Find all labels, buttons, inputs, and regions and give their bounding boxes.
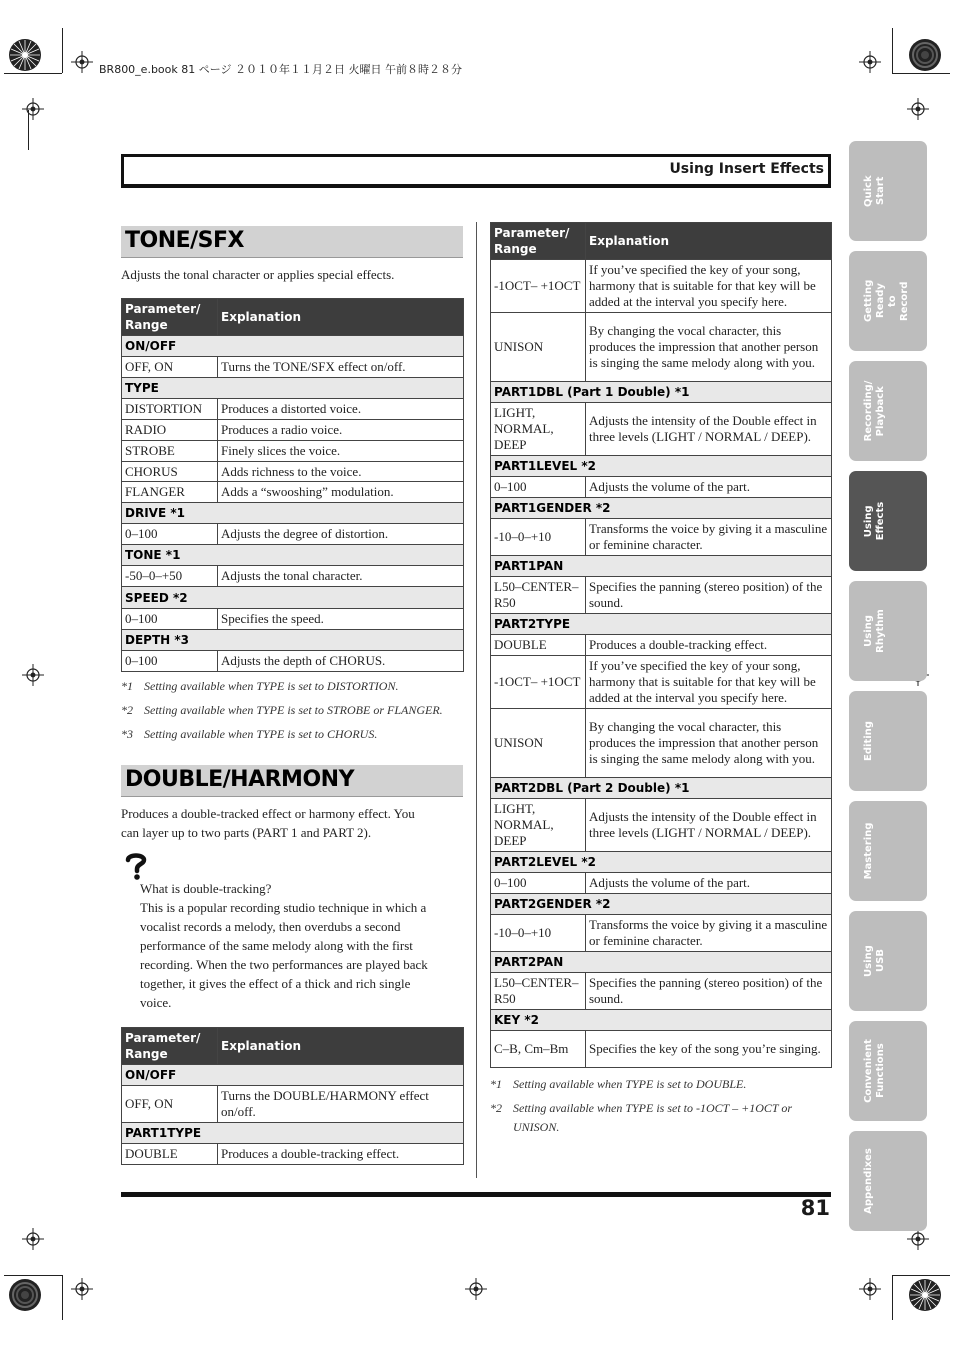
chapter-tab-label: Getting Ready to Record	[863, 279, 910, 323]
crosshair-icon	[465, 1278, 487, 1300]
footnote-text: Setting available when TYPE is set to DOUBLE.	[513, 1077, 747, 1091]
parameter-group-label: PART1PAN	[491, 556, 832, 577]
chapter-tab-label: Using Rhythm	[863, 609, 886, 653]
table-row	[491, 873, 832, 894]
explanation-cell: Turns the TONE/SFX effect on/off.	[218, 357, 464, 378]
parameter-group-row	[491, 952, 832, 973]
parameter-group-label: PART2TYPE	[491, 614, 832, 635]
crop-mark	[4, 1275, 62, 1276]
footnote-text: Setting available when TYPE is set to -1OCT – +1OCT or	[513, 1101, 793, 1115]
table-row	[122, 482, 464, 503]
registration-seal-icon	[8, 1278, 42, 1312]
chapter-tab[interactable]	[849, 1021, 927, 1121]
running-header	[121, 154, 831, 188]
explanation-cell: Produces a double-tracking effect.	[586, 635, 832, 656]
table-row	[491, 577, 832, 614]
parameter-group-label: DRIVE *1	[122, 503, 464, 524]
double-harmony-intro	[121, 804, 415, 842]
explanation-cell: Adds richness to the voice.	[218, 462, 464, 482]
explanation-cell: Adjusts the degree of distortion.	[218, 524, 464, 545]
footnote-text: Setting available when TYPE is set to DISTORTION.	[144, 679, 399, 693]
parameter-group-row	[491, 1010, 832, 1031]
explanation-cell: By changing the vocal character, this produces the impression that another person is singing the same melody along with you.	[586, 709, 832, 778]
tip-line: What is double-tracking?	[140, 881, 272, 896]
parameter-group-row	[122, 1123, 464, 1144]
table-row	[122, 420, 464, 441]
header-title: Using Insert Effects	[669, 161, 824, 177]
section-title: DOUBLE/HARMONY	[125, 767, 354, 792]
section-heading-double-harmony	[121, 765, 463, 797]
chapter-tab[interactable]	[849, 471, 927, 571]
chapter-tab[interactable]	[849, 691, 927, 791]
explanation-cell: Produces a double-tracking effect.	[218, 1144, 464, 1165]
tip-line: vocalist records a melody, then overdubs a second	[140, 919, 401, 934]
parameter-range-cell: UNISON	[491, 709, 586, 778]
footer-rule	[121, 1192, 831, 1197]
crop-mark	[4, 73, 62, 74]
explanation-cell: Transforms the voice by giving it a masculine or feminine character.	[586, 915, 832, 952]
crop-mark	[892, 73, 950, 74]
table-row	[122, 1086, 464, 1123]
parameter-group-label: PART2LEVEL *2	[491, 852, 832, 873]
parameter-range-cell: L50–CENTER–R50	[491, 973, 586, 1010]
footnote	[490, 1075, 746, 1094]
explanation-cell: By changing the vocal character, this produces the impression that another person is singing the same melody along with you.	[586, 313, 832, 382]
chapter-tab-label: Recording/ Playback	[863, 380, 886, 442]
parameter-group-label: PART1LEVEL *2	[491, 456, 832, 477]
crosshair-icon	[22, 664, 44, 686]
footnote-number: *1	[121, 679, 133, 693]
table-row	[491, 973, 832, 1010]
crosshair-icon	[71, 1278, 93, 1300]
tone-sfx-parameter-table	[121, 298, 464, 672]
tip-line: voice.	[140, 995, 172, 1010]
parameter-group-row	[122, 630, 464, 651]
table-row	[491, 656, 832, 709]
parameter-range-cell: -1OCT– +1OCT	[491, 260, 586, 313]
table-row	[122, 357, 464, 378]
chapter-tab-label: Quick Start	[863, 175, 886, 207]
parameter-group-row	[491, 382, 832, 403]
parameter-range-cell: LIGHT, NORMAL, DEEP	[491, 799, 586, 852]
table-row	[491, 1031, 832, 1068]
chapter-tab[interactable]	[849, 361, 927, 461]
parameter-range-cell: 0–100	[122, 651, 218, 672]
crosshair-icon	[859, 51, 881, 73]
parameter-group-row	[491, 894, 832, 915]
parameter-group-label: DEPTH *3	[122, 630, 464, 651]
explanation-cell: If you’ve specified the key of your song, harmony that is suitable for that key will be added at the interval you specify here.	[586, 656, 832, 709]
table-row	[491, 915, 832, 952]
chapter-tab[interactable]	[849, 911, 927, 1011]
explanation-cell: Adjusts the intensity of the Double effect in three levels (LIGHT / NORMAL / DEEP).	[586, 799, 832, 852]
tip-text	[140, 879, 428, 1012]
parameter-range-cell: CHORUS	[122, 462, 218, 482]
table-row	[491, 403, 832, 456]
table-row	[491, 799, 832, 852]
crosshair-icon	[22, 98, 44, 120]
print-info: BR800_e.book 81 ページ ２０１０年１１月２日 火曜日 午前８時２８分	[99, 63, 463, 76]
double-harmony-parameter-table	[121, 1027, 464, 1165]
parameter-group-label: PART1TYPE	[122, 1123, 464, 1144]
tip-line: recording. When the two performances are played back	[140, 957, 428, 972]
table-row	[122, 399, 464, 420]
explanation-cell: Produces a distorted voice.	[218, 399, 464, 420]
table-row	[122, 462, 464, 482]
parameter-group-label: PART1DBL (Part 1 Double) *1	[491, 382, 832, 403]
chapter-tab-label: Convenient Functions	[863, 1039, 886, 1103]
chapter-tab-label: Editing	[863, 721, 874, 761]
explanation-cell: Adjusts the tonal character.	[218, 566, 464, 587]
table-row	[122, 441, 464, 462]
parameter-group-row	[491, 456, 832, 477]
chapter-tab[interactable]	[849, 251, 927, 351]
parameter-group-label: SPEED *2	[122, 587, 464, 609]
registration-seal-icon	[8, 38, 42, 72]
explanation-cell: Turns the DOUBLE/HARMONY effect on/off.	[218, 1086, 464, 1123]
parameter-range-cell: DOUBLE	[491, 635, 586, 656]
table-row	[122, 651, 464, 672]
column-header-explanation: Explanation	[218, 1028, 464, 1065]
explanation-cell: Transforms the voice by giving it a masculine or feminine character.	[586, 519, 832, 556]
column-header-parameter: Parameter/ Range	[491, 223, 586, 260]
parameter-range-cell: STROBE	[122, 441, 218, 462]
explanation-cell: Adjusts the depth of CHORUS.	[218, 651, 464, 672]
footnote-number: *1	[490, 1077, 502, 1091]
footnote-number: *3	[121, 727, 133, 741]
footnote-text: Setting available when TYPE is set to STROBE or FLANGER.	[144, 703, 443, 717]
parameter-range-cell: DOUBLE	[122, 1144, 218, 1165]
parameter-group-row	[491, 778, 832, 799]
parameter-range-cell: -1OCT– +1OCT	[491, 656, 586, 709]
explanation-cell: Specifies the panning (stereo position) of the sound.	[586, 973, 832, 1010]
double-harmony-parameter-table-continued	[490, 222, 832, 1068]
registration-seal-icon	[908, 1278, 942, 1312]
section-title: TONE/SFX	[125, 228, 245, 253]
table-row	[122, 1144, 464, 1165]
parameter-group-label: KEY *2	[491, 1010, 832, 1031]
table-row	[491, 519, 832, 556]
parameter-range-cell: FLANGER	[122, 482, 218, 503]
parameter-range-cell: 0–100	[491, 873, 586, 894]
registration-seal-icon	[908, 38, 942, 72]
parameter-range-cell: OFF, ON	[122, 1086, 218, 1123]
table-row	[491, 635, 832, 656]
footnote	[490, 1099, 792, 1137]
parameter-group-label: PART1GENDER *2	[491, 498, 832, 519]
explanation-cell: Specifies the panning (stereo position) of the sound.	[586, 577, 832, 614]
parameter-range-cell: OFF, ON	[122, 357, 218, 378]
explanation-cell: Adds a “swooshing” modulation.	[218, 482, 464, 503]
footnote-number: *2	[121, 703, 133, 717]
question-mark-icon	[125, 852, 147, 880]
explanation-cell: If you’ve specified the key of your song, harmony that is suitable for that key will be added at the interval you specify here.	[586, 260, 832, 313]
parameter-range-cell: L50–CENTER–R50	[491, 577, 586, 614]
parameter-range-cell: UNISON	[491, 313, 586, 382]
column-header-parameter: Parameter/ Range	[122, 299, 218, 336]
explanation-cell: Specifies the speed.	[218, 609, 464, 630]
tone-sfx-intro: Adjusts the tonal character or applies special effects.	[121, 267, 395, 282]
parameter-range-cell: 0–100	[491, 477, 586, 498]
parameter-range-cell: -10–0–+10	[491, 519, 586, 556]
column-header-parameter: Parameter/ Range	[122, 1028, 218, 1065]
page-number: 81	[800, 1196, 830, 1220]
section-heading-tone-sfx	[121, 226, 463, 258]
parameter-group-row	[491, 614, 832, 635]
intro-line: can layer up to two parts (PART 1 and PART 2).	[121, 825, 372, 840]
tip-line: This is a popular recording studio technique in which a	[140, 900, 427, 915]
parameter-group-label: TONE *1	[122, 545, 464, 566]
chapter-tab[interactable]	[849, 141, 927, 241]
column-header-explanation: Explanation	[218, 299, 464, 336]
parameter-range-cell: LIGHT, NORMAL, DEEP	[491, 403, 586, 456]
parameter-group-label: PART2PAN	[491, 952, 832, 973]
tip-line: performance of the same melody along with the first	[140, 938, 413, 953]
parameter-group-row	[122, 336, 464, 357]
parameter-group-label: TYPE	[122, 378, 464, 399]
parameter-group-row	[122, 545, 464, 566]
parameter-group-label: PART2DBL (Part 2 Double) *1	[491, 778, 832, 799]
parameter-range-cell: DISTORTION	[122, 399, 218, 420]
parameter-range-cell: -50–0–+50	[122, 566, 218, 587]
crop-mark	[892, 28, 893, 73]
explanation-cell: Specifies the key of the song you’re singing.	[586, 1031, 832, 1068]
parameter-group-label: PART2GENDER *2	[491, 894, 832, 915]
parameter-range-cell: 0–100	[122, 609, 218, 630]
crosshair-icon	[859, 1278, 881, 1300]
explanation-cell: Finely slices the voice.	[218, 441, 464, 462]
chapter-tab-label: Appendixes	[863, 1148, 874, 1214]
parameter-range-cell: -10–0–+10	[491, 915, 586, 952]
parameter-group-row	[122, 378, 464, 399]
footnote-text: Setting available when TYPE is set to CHORUS.	[144, 727, 378, 741]
footnote-number: *2	[490, 1101, 502, 1115]
parameter-group-row	[491, 852, 832, 873]
crosshair-icon	[907, 98, 929, 120]
chapter-tab-label: Using USB	[863, 945, 886, 977]
parameter-group-label: ON/OFF	[122, 336, 464, 357]
parameter-group-row	[122, 587, 464, 609]
table-row	[122, 566, 464, 587]
intro-line: Produces a double-tracked effect or harmony effect. You	[121, 806, 415, 821]
table-row	[491, 313, 832, 382]
chapter-tab[interactable]	[849, 801, 927, 901]
parameter-group-label: ON/OFF	[122, 1065, 464, 1086]
footnote-text: UNISON.	[513, 1120, 560, 1134]
crosshair-icon	[71, 51, 93, 73]
table-row	[491, 709, 832, 778]
parameter-group-row	[122, 1065, 464, 1086]
footnote	[121, 725, 377, 744]
chapter-tab-label: Mastering	[863, 822, 874, 880]
table-row	[491, 260, 832, 313]
explanation-cell: Adjusts the volume of the part.	[586, 873, 832, 894]
explanation-cell: Produces a radio voice.	[218, 420, 464, 441]
parameter-range-cell: 0–100	[122, 524, 218, 545]
explanation-cell: Adjusts the intensity of the Double effect in three levels (LIGHT / NORMAL / DEEP).	[586, 403, 832, 456]
chapter-tab-label: Using Effects	[863, 501, 886, 541]
column-divider	[476, 222, 477, 1178]
parameter-group-row	[122, 503, 464, 524]
footnote	[121, 701, 443, 720]
crop-mark	[892, 1275, 893, 1320]
table-row	[122, 609, 464, 630]
footnote	[121, 677, 398, 696]
crop-mark	[62, 1275, 63, 1320]
crosshair-icon	[907, 1228, 929, 1250]
parameter-range-cell: RADIO	[122, 420, 218, 441]
table-row	[122, 524, 464, 545]
column-header-explanation: Explanation	[586, 223, 832, 260]
tip-line: together, it gives the effect of a thick and rich single	[140, 976, 411, 991]
parameter-group-row	[491, 498, 832, 519]
crop-mark	[62, 28, 63, 73]
parameter-range-cell: C–B, Cm–Bm	[491, 1031, 586, 1068]
parameter-group-row	[491, 556, 832, 577]
chapter-tab[interactable]	[849, 1131, 927, 1231]
explanation-cell: Adjusts the volume of the part.	[586, 477, 832, 498]
table-row	[491, 477, 832, 498]
crop-mark	[892, 1275, 950, 1276]
chapter-tab[interactable]	[849, 581, 927, 681]
crosshair-icon	[22, 1228, 44, 1250]
